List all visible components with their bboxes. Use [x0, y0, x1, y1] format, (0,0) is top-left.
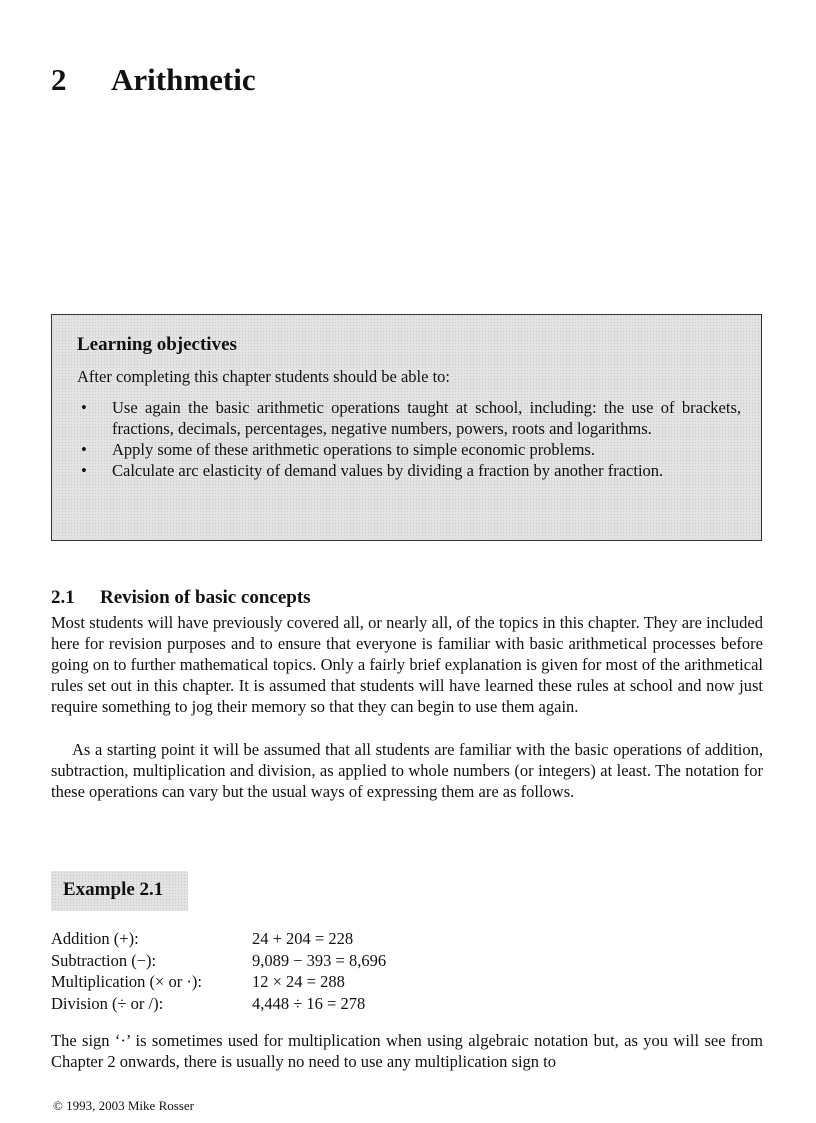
chapter-title: Arithmetic [111, 62, 256, 97]
bullet-icon: • [81, 461, 87, 480]
list-item [77, 397, 741, 439]
section-number: 2.1 [51, 587, 75, 608]
learning-objectives-title: Learning objectives [77, 334, 237, 355]
chapter-heading [51, 62, 256, 98]
objective-text: Calculate arc elasticity of demand values by dividing a fraction by another fraction. [112, 461, 664, 480]
operation-label: Multiplication (× or ·): [51, 972, 202, 991]
learning-objectives-box [51, 314, 762, 541]
list-item [77, 439, 741, 460]
operation-label: Division (÷ or /): [51, 993, 164, 1013]
objective-text: Use again the basic arithmetic operations taught at school, including: the use of brackets, fractions, decimals, percentages, negative numbers, powers, roots and logarithms. [112, 398, 741, 438]
bullet-icon: • [81, 440, 87, 459]
example-label: Example 2.1 [63, 879, 164, 900]
body-paragraph: Most students will have previously covered all, or nearly all, of the topics in this chapter. They are included here for revision purposes and to ensure that everyone is familiar with basic arithmetical processes before going on to further mathematical topics. Only a fairly brief explanation is given for most of the arithmetical rules set out in this chapter. It is assumed that students will have learned these rules at school and now just require something to jog their memory so that they can begin to use them again. [51, 613, 763, 716]
operation-expression: 12 × 24 = 288 [252, 972, 345, 991]
operation-expression: 9,089 − 393 = 8,696 [252, 950, 387, 970]
example-box [51, 871, 188, 911]
learning-objectives-intro: After completing this chapter students should be able to: [77, 367, 450, 386]
learning-objectives-list [77, 397, 741, 481]
chapter-number: 2 [51, 62, 67, 97]
operation-expression: 4,448 ÷ 16 = 278 [252, 993, 366, 1013]
objective-text: Apply some of these arithmetic operations to simple economic problems. [112, 440, 595, 459]
body-paragraph: As a starting point it will be assumed that all students are familiar with the basic operations of addition, subtraction, multiplication and division, as applied to whole numbers (or integers) at least. The notation for these operations can vary but the usual ways of expressing them are as follows. [51, 740, 763, 801]
copyright-footer: © 1993, 2003 Mike Rosser [53, 1098, 194, 1113]
bullet-icon: • [81, 398, 87, 417]
closing-paragraph: The sign ‘·’ is sometimes used for multiplication when using algebraic notation but, as you will see from Chapter 2 onwards, there is usually no need to use any multiplication sign to [51, 1031, 763, 1071]
operation-label: Subtraction (−): [51, 950, 157, 970]
operation-label: Addition (+): [51, 929, 139, 948]
list-item [77, 460, 741, 481]
section-title: Revision of basic concepts [100, 587, 311, 608]
section-heading [51, 587, 311, 609]
operation-expression: 24 + 204 = 228 [252, 929, 354, 948]
